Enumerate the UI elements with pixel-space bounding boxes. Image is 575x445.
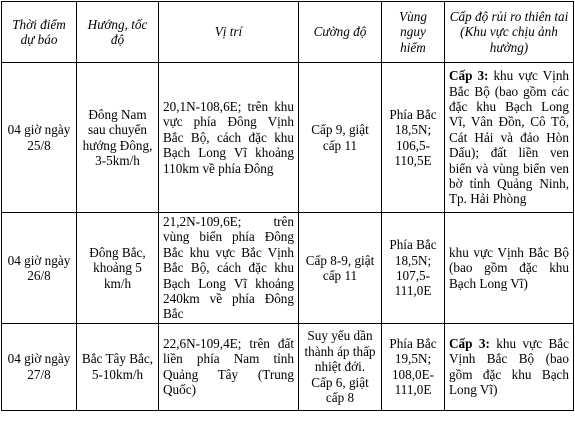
- danger-zone-line: 18,5N;: [394, 122, 432, 138]
- danger-zone-cell: [382, 213, 445, 324]
- danger-zone-line: 111,0E: [394, 283, 432, 299]
- time-cell: 04 giờ ngày 26/8: [2, 213, 77, 324]
- risk-cell: [445, 213, 574, 324]
- danger-zone-line: Phía Bắc: [389, 336, 437, 352]
- risk-area-text: khu vực Vịnh Bắc Bộ (bao gồm đặc khu Bạch Long Vĩ): [449, 244, 569, 291]
- table-row: [2, 63, 574, 213]
- direction-cell: Đông Bắc, khoảng 5 km/h: [77, 213, 159, 324]
- intensity-cell: Cấp 8-9, giật cấp 11: [299, 213, 382, 324]
- header-time: Thời điểm dự báo: [2, 2, 77, 63]
- risk-level-label: Cấp 3:: [449, 68, 489, 84]
- header-danger-zone: Vùng nguy hiểm: [382, 2, 445, 63]
- header-risk-level: Cấp độ rủi ro thiên tai (Khu vực chịu ảnh hưởng): [445, 2, 574, 63]
- intensity-cell: Cấp 9, giật cấp 11: [299, 63, 382, 213]
- risk-level-label: Cấp 3:: [449, 336, 490, 352]
- direction-cell: Bắc Tây Bắc, 5-10km/h: [77, 323, 159, 410]
- position-cell: 22,6N-109,4E; trên đất liền phía Nam tỉnh Quảng Tây (Trung Quốc): [159, 323, 299, 410]
- table-row: [2, 213, 574, 324]
- time-cell: 04 giờ ngày 27/8: [2, 323, 77, 410]
- danger-zone-cell: [382, 63, 445, 213]
- table-row: [2, 323, 574, 410]
- header-position: Vị trí: [159, 2, 299, 63]
- position-cell: 20,1N-108,6E; trên khu vực phía Đông Vịnh Bắc Bộ, cách đặc khu Bạch Long Vĩ khoảng 110km về phía Đông: [159, 63, 299, 213]
- danger-zone-line: 110,5E: [394, 152, 432, 168]
- header-direction: Hướng, tốc độ: [77, 2, 159, 63]
- danger-zone-line: 106,5-: [395, 137, 431, 153]
- danger-zone-line: 111,0E: [394, 382, 432, 398]
- position-cell: 21,2N-109,6E; trên vùng biển phía Đông Bắc khu vực Bắc Vịnh Bắc Bộ, cách đặc khu Bạch Long Vĩ khoảng 240km về phía Đông Bắc: [159, 213, 299, 324]
- time-cell: 04 giờ ngày 25/8: [2, 63, 77, 213]
- danger-zone-line: Phía Bắc: [389, 237, 437, 253]
- header-intensity: Cường độ: [299, 2, 382, 63]
- forecast-table: [1, 1, 574, 411]
- header-row: [2, 2, 574, 63]
- risk-cell: [445, 323, 574, 410]
- danger-zone-line: 108,0E-: [391, 366, 435, 382]
- risk-area-text: khu vực Bắc Vịnh Bắc Bộ (bao gồm đặc khu Bạch Long Vĩ): [449, 336, 569, 398]
- danger-zone-line: 107,5-: [395, 267, 431, 283]
- danger-zone-line: Phía Bắc: [389, 106, 437, 122]
- risk-cell: [445, 63, 574, 213]
- danger-zone-cell: [382, 323, 445, 410]
- risk-area-text: khu vực Vịnh Bắc Bộ (bao gồm các đặc khu Bạch Long Vĩ, Vân Đồn, Cô Tô, Cát Hải và đảo Hòn Dấu); đất liền ven biển và vùng biển ven bờ tỉnh Quảng Ninh, Tp. Hải Phòng: [449, 68, 570, 207]
- danger-zone-line: 19,5N;: [394, 351, 432, 367]
- direction-cell: Đông Nam sau chuyển hướng Đông, 3-5km/h: [77, 63, 159, 213]
- danger-zone-line: 18,5N;: [394, 252, 432, 268]
- intensity-cell: Suy yếu dần thành áp thấp nhiệt đới. Cấp 6, giật cấp 8: [299, 323, 382, 410]
